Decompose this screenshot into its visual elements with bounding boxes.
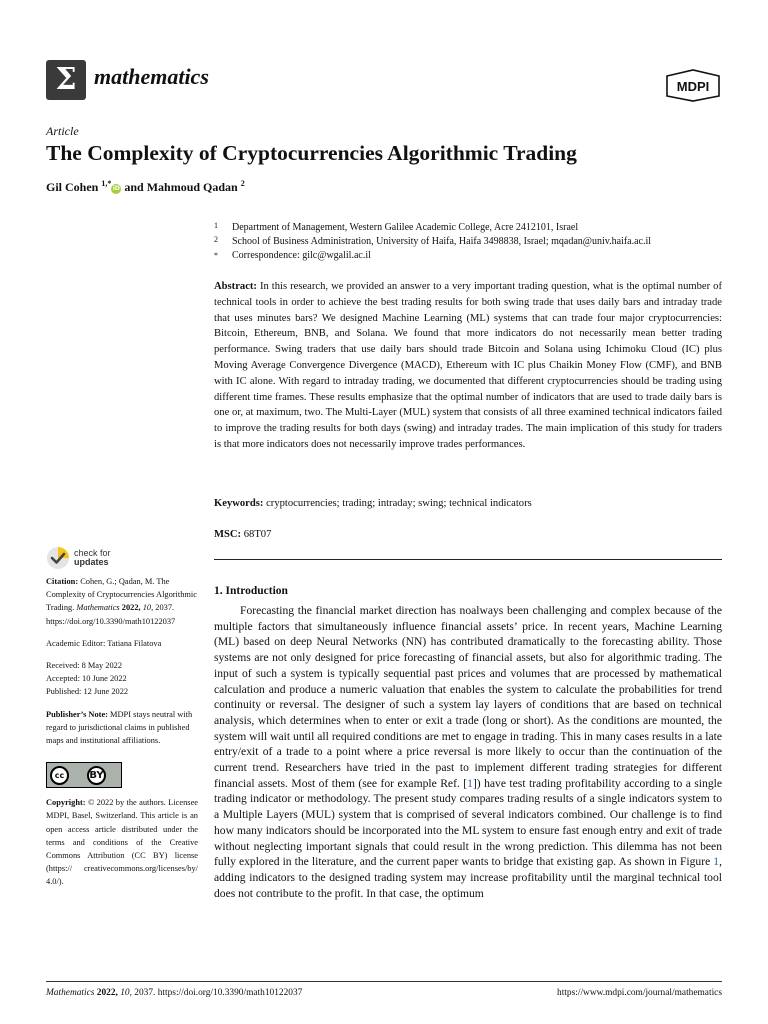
received-date: Received: 8 May 2022	[46, 661, 123, 671]
citation-doi[interactable]: 2037. https://doi.org/10.3390/math10122037	[46, 603, 176, 626]
footer-citation	[46, 988, 302, 998]
article-title: The Complexity of Cryptocurrencies Algorithmic Trading	[46, 141, 577, 165]
copyright-text: © 2022 by the authors. Licensee MDPI, Basel, Switzerland. This article is an open access article distributed under the terms and conditions of the Creative Commons Attribution (CC BY) license (https:// creativecommons.org/licenses/by/ 4.0/).	[46, 798, 198, 887]
author-conjunction: and	[124, 180, 144, 194]
keywords-text: cryptocurrencies; trading; intraday; swing; technical indicators	[266, 498, 532, 509]
affiliation-mark: 1	[214, 221, 218, 230]
sigma-logo-icon: Σ	[55, 62, 77, 97]
intro-text: ]) have test trading profitability according to a single trading indicator or methodology. The present study compares trading results of a single indicators system to a Multiple Layers (MUL) system that is comprised of several indicators combined. Our challenge is to find how many indicators should be incorporated into the ML system to ensure fast enough entry and exit of trade without neglecting important signals that could result in the wrong prediction. This dilemma has not been fully explored in the literature, and the current paper wants to bridge that existing gap. As shown in Figure	[214, 776, 722, 869]
citation-year: 2022,	[121, 603, 141, 613]
copyright	[46, 796, 198, 888]
citation-volume: 10,	[142, 603, 154, 613]
abstract-text: In this research, we provided an answer to a very important trading question, what is the optimal number of technical tools in order to achieve the best trading results for both swing trade that uses daily bars and intraday trade that uses minutes bars? We designed Machine Learning (ML) systems that can trade four major cryptocurrencies: Bitcoin, Ethereum, BNB, and Solana. We found that more indicators do not necessarily mean better trading performance. Swing traders that use daily bars should trade Bitcoin and Solana using Ichimoku Cloud (IC) plus Moving Average Convergence Divergence (MACD), Ethereum with IC plus Chaikin Money Flow (CMF), and BNB with IC alone. With regard to intraday trading, we documented that different cryptocurrencies should be trading using different time frames. These results emphasize that the optimal number of indicators that are used to trade daily bars is one or, at maximum, two. The Multi-Layer (MUL) system that consists of all three examined technical indicators failed to improve the trading results for both days (swing) and intraday trades. The main implication of this study for traders is that more indicators does not necessarily improve trades performances.	[214, 281, 722, 450]
affiliation-item	[214, 235, 651, 249]
citation-text: Cohen, G.; Qadan, M. The Complexity of Cryptocurrencies Algorithmic Trading.	[46, 577, 197, 613]
check-updates-icon	[46, 546, 70, 570]
accepted-date: Accepted: 10 June 2022	[46, 674, 127, 684]
affiliation-text: Department of Management, Western Galilee Academic College, Acre 2412101, Israel	[232, 222, 579, 233]
publisher-note-text: MDPI stays neutral with regard to jurisdictional claims in published maps and institutional affiliations.	[46, 709, 193, 746]
footer-journal-url[interactable]: https://www.mdpi.com/journal/mathematics	[557, 988, 722, 998]
journal-logo	[46, 60, 86, 100]
author-name[interactable]: Mahmoud Qadan	[146, 180, 238, 194]
affiliation-text: School of Business Administration, University of Haifa, Haifa 3498838, Israel; mqadan@univ.haifa.ac.il	[232, 236, 652, 247]
creative-commons-icon: cc	[50, 766, 69, 785]
footer-year: 2022,	[96, 988, 118, 998]
footer-doi[interactable]: 2037. https://doi.org/10.3390/math10122037	[134, 988, 303, 998]
msc-label: MSC:	[214, 529, 242, 540]
correspondence-text: Correspondence: gilc@wgalil.ac.il	[232, 250, 371, 261]
cc-by-license-badge[interactable]	[46, 762, 122, 788]
citation	[46, 575, 198, 628]
publisher-logo	[663, 68, 723, 106]
keywords	[214, 498, 722, 509]
author-name[interactable]: Gil Cohen	[46, 180, 99, 194]
journal-name: mathematics	[94, 64, 209, 89]
affiliation-item	[214, 249, 651, 263]
author-affiliation-mark: 1,*	[101, 179, 112, 188]
orcid-icon[interactable]: iD	[112, 185, 120, 192]
check-updates-line1: check for	[74, 548, 111, 558]
attribution-person-icon: BY	[87, 766, 106, 785]
publisher-note	[46, 708, 198, 748]
footer-journal: Mathematics	[46, 988, 95, 998]
sidebar	[46, 575, 198, 898]
publisher-note-label: Publisher’s Note:	[46, 709, 108, 719]
figure-link[interactable]: 1	[713, 855, 720, 869]
msc-code	[214, 529, 271, 540]
mdpi-logo-icon	[663, 68, 723, 102]
article-type: Article	[46, 124, 79, 138]
intro-text: , adding indicators to the designed trading system may increase profitability until the marginal technical tool does not contribute to the profit. In that case, the optimum	[214, 855, 722, 900]
academic-editor: Academic Editor: Tatiana Filatova	[46, 638, 162, 648]
citation-journal: Mathematics	[76, 603, 120, 613]
footer-divider	[46, 981, 722, 982]
affiliation-item	[214, 221, 651, 235]
section-divider	[214, 559, 722, 560]
msc-text: 68T07	[243, 529, 272, 540]
citation-label: Citation:	[46, 577, 79, 586]
footer-volume: 10,	[120, 988, 132, 998]
intro-text: Forecasting the financial market direction has noalways been challenging and complex because of the multiple factors that simultaneously influence financial assets’ price. In recent years, Machine Learning (ML) based on deep Neural Networks (NN) has contributed dramatically to the forecasting ability. Those systems are not only designed for price forecasting of financial assets, but also for algorithmic trading. The input of such a system is typically sequential past prices and volumes that are processed by mathematical calculation and produce a numeric valuation that enables the system to calculate the probabilities for trend continuity or reversal. The designer of such a system lay layers of conditions that are based on technical analysis, which determines when to enter or exit a trade (long or short). As the conditions are mounted, the system will wait until all required conditions are met to engage in trading. This in many cases results in a late entry/exit of a trade to a point where a price reversal is more likely to occur than the continuation of the current trend. Researchers have tried in the past to implement different trading strategies for different financial assets. Most of them (see for example Ref. [	[214, 604, 722, 790]
affiliations	[214, 221, 651, 263]
copyright-label: Copyright:	[46, 798, 86, 808]
publisher-name: MDPI	[676, 79, 710, 94]
check-for-updates-badge[interactable]	[46, 546, 111, 570]
abstract-label: Abstract:	[214, 281, 257, 292]
dates	[46, 659, 198, 699]
affiliation-mark: 2	[214, 235, 218, 244]
introduction-paragraph	[214, 603, 722, 901]
abstract	[214, 279, 722, 453]
published-date: Published: 12 June 2022	[46, 687, 129, 697]
keywords-label: Keywords:	[214, 498, 264, 509]
affiliation-mark: *	[214, 251, 218, 260]
reference-link[interactable]: 1	[467, 776, 473, 790]
section-heading: 1. Introduction	[214, 585, 288, 597]
author-list	[46, 179, 245, 195]
author-affiliation-mark: 2	[240, 179, 245, 188]
check-updates-line2: updates	[74, 557, 109, 567]
